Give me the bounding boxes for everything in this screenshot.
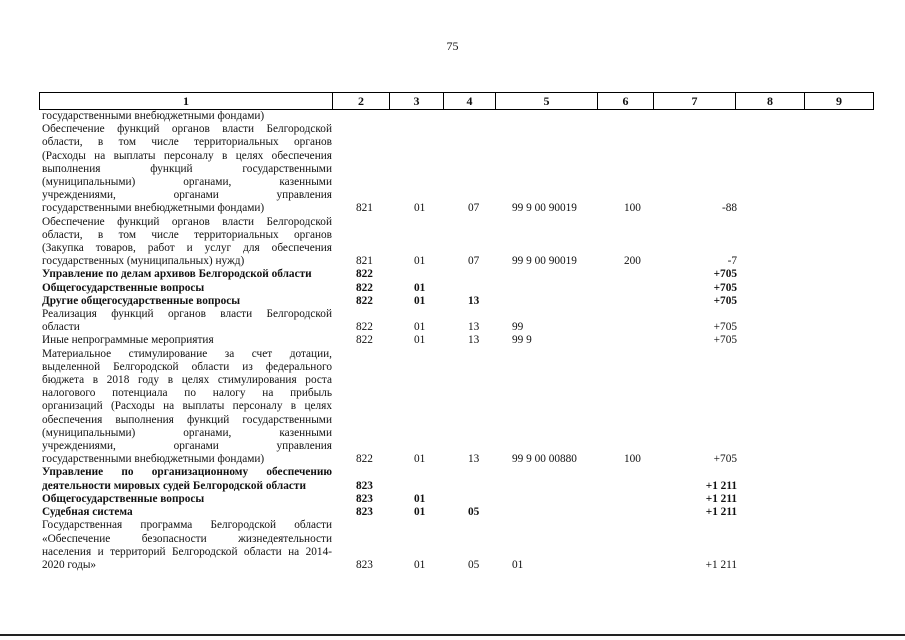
row-description [39,282,332,295]
ministry-code: 823 [356,506,373,519]
description-line: «Обеспечение безопасности жизнедеятельности [42,532,332,545]
description-line: Управление по организационному обеспечению [42,466,332,479]
target-article-code: 99 [512,321,524,334]
target-article-code: 99 9 [512,334,532,347]
subsection-code: 13 [468,294,480,307]
amount: +1 211 [705,492,737,505]
description-line: области, в том числе территориальных органов [42,136,332,149]
ministry-code: 823 [356,479,373,492]
description-line: (муниципальными) органами, казенными [42,176,332,189]
description-line: бюджета в 2018 году в целях стимулирования роста [42,374,332,387]
section-code: 01 [414,321,426,334]
section-code: 01 [414,202,426,215]
subsection-code: 13 [468,453,480,466]
description-line: Государственная программа Белгородской области [42,519,332,532]
description-line: (муниципальными) органами, казенными [42,426,332,439]
ministry-code: 822 [356,453,373,466]
description-line: государственными внебюджетными фондами) [42,110,265,122]
table-row [39,295,880,308]
ministry-code: 822 [356,268,373,281]
ministry-code: 822 [356,321,373,334]
description-line: выполнения функций государственными [42,162,332,175]
table-row [39,519,880,572]
amount: +705 [713,268,737,281]
amount: +705 [713,281,737,294]
description-line: Обеспечение функций органов власти Белгородской [42,123,332,136]
table-header [39,92,874,110]
header-col-8: 8 [736,93,805,110]
row-description [39,308,332,334]
description-line: государственных (муниципальных) нужд) [42,255,245,268]
row-description [39,268,332,281]
row-description [39,123,332,215]
ministry-code: 822 [356,294,373,307]
description-line: (Закупка товаров, работ и услуг для обеспечения [42,242,332,255]
description-line: (Расходы на выплаты персоналу в целях обеспечения [42,149,332,162]
row-description [39,519,332,572]
description-line: Управление по делам архивов Белгородской области [42,268,312,281]
header-col-3: 3 [390,93,444,110]
description-line: деятельности мировых судей Белгородской области [42,479,306,492]
section-code: 01 [414,334,426,347]
description-line: Иные непрограммные мероприятия [42,334,214,347]
table-row [39,466,880,492]
description-line: Общегосударственные вопросы [42,281,205,294]
amount: +1 211 [705,506,737,519]
table-row [39,348,880,467]
ministry-code: 822 [356,281,373,294]
row-description [39,466,332,492]
ministry-code: 821 [356,255,373,268]
ministry-code: 823 [356,492,373,505]
subsection-code: 13 [468,334,480,347]
table-row [39,216,880,269]
description-line: 2020 годы» [42,558,97,571]
section-code: 01 [414,453,426,466]
table-row [39,334,880,347]
expense-type-code: 200 [624,255,641,268]
subsection-code: 05 [468,558,480,571]
target-article-code: 99 9 00 90019 [512,202,577,215]
subsection-code: 07 [468,255,480,268]
description-line: учреждениями, органами управления [42,440,332,453]
header-col-5: 5 [496,93,598,110]
header-col-6: 6 [598,93,654,110]
amount: +1 211 [705,558,737,571]
section-code: 01 [414,558,426,571]
table-row [39,268,880,281]
expense-type-code: 100 [624,453,641,466]
expense-type-code: 100 [624,202,641,215]
section-code: 01 [414,255,426,268]
row-description [39,348,332,467]
description-line: обеспечения выполнения функций государственными [42,413,332,426]
page-number: 75 [446,39,459,53]
description-line: организаций (Расходы на выплаты персоналу в целях [42,400,332,413]
row-description [39,216,332,269]
table-row [39,123,880,215]
table-body [39,110,880,572]
amount: +705 [713,321,737,334]
description-line: Реализация функций органов власти Белгородской [42,308,332,321]
description-line: населения и территорий Белгородской области на 2014- [42,545,332,558]
amount: -88 [721,202,737,215]
subsection-code: 07 [468,202,480,215]
row-description [39,506,332,519]
section-code: 01 [414,492,426,505]
description-line: Общегосударственные вопросы [42,492,205,505]
section-code: 01 [414,294,426,307]
description-line: области, в том числе территориальных органов [42,228,332,241]
amount: +705 [713,294,737,307]
ministry-code: 822 [356,334,373,347]
description-line: области [42,321,80,334]
amount: +705 [713,334,737,347]
description-line: налогового потенциала по налогу на прибыль [42,387,332,400]
description-line: выделенной Белгородской области из федерального [42,360,332,373]
description-line: Другие общегосударственные вопросы [42,294,241,307]
description-line: Судебная система [42,506,133,519]
description-line: Материальное стимулирование за счет дотации, [42,347,332,360]
table-row [39,110,880,123]
amount: -7 [727,255,737,268]
description-line: государственными внебюджетными фондами) [42,202,265,215]
table-row [39,506,880,519]
description-line: учреждениями, органами управления [42,189,332,202]
table-row [39,493,880,506]
row-description [39,493,332,506]
header-col-4: 4 [444,93,496,110]
row-description [39,295,332,308]
description-line: государственными внебюджетными фондами) [42,453,265,466]
target-article-code: 99 9 00 00880 [512,453,577,466]
section-code: 01 [414,281,426,294]
row-description [39,110,332,123]
target-article-code: 01 [512,558,524,571]
header-col-1: 1 [40,93,333,110]
header-col-9: 9 [805,93,874,110]
ministry-code: 821 [356,202,373,215]
amount: +705 [713,453,737,466]
table-row [39,308,880,334]
subsection-code: 05 [468,506,480,519]
header-col-7: 7 [654,93,736,110]
ministry-code: 823 [356,558,373,571]
target-article-code: 99 9 00 90019 [512,255,577,268]
row-description [39,334,332,347]
page-bottom-rule [0,634,905,636]
section-code: 01 [414,506,426,519]
amount: +1 211 [705,479,737,492]
header-col-2: 2 [333,93,390,110]
description-line: Обеспечение функций органов власти Белгородской [42,215,332,228]
table-row [39,282,880,295]
subsection-code: 13 [468,321,480,334]
